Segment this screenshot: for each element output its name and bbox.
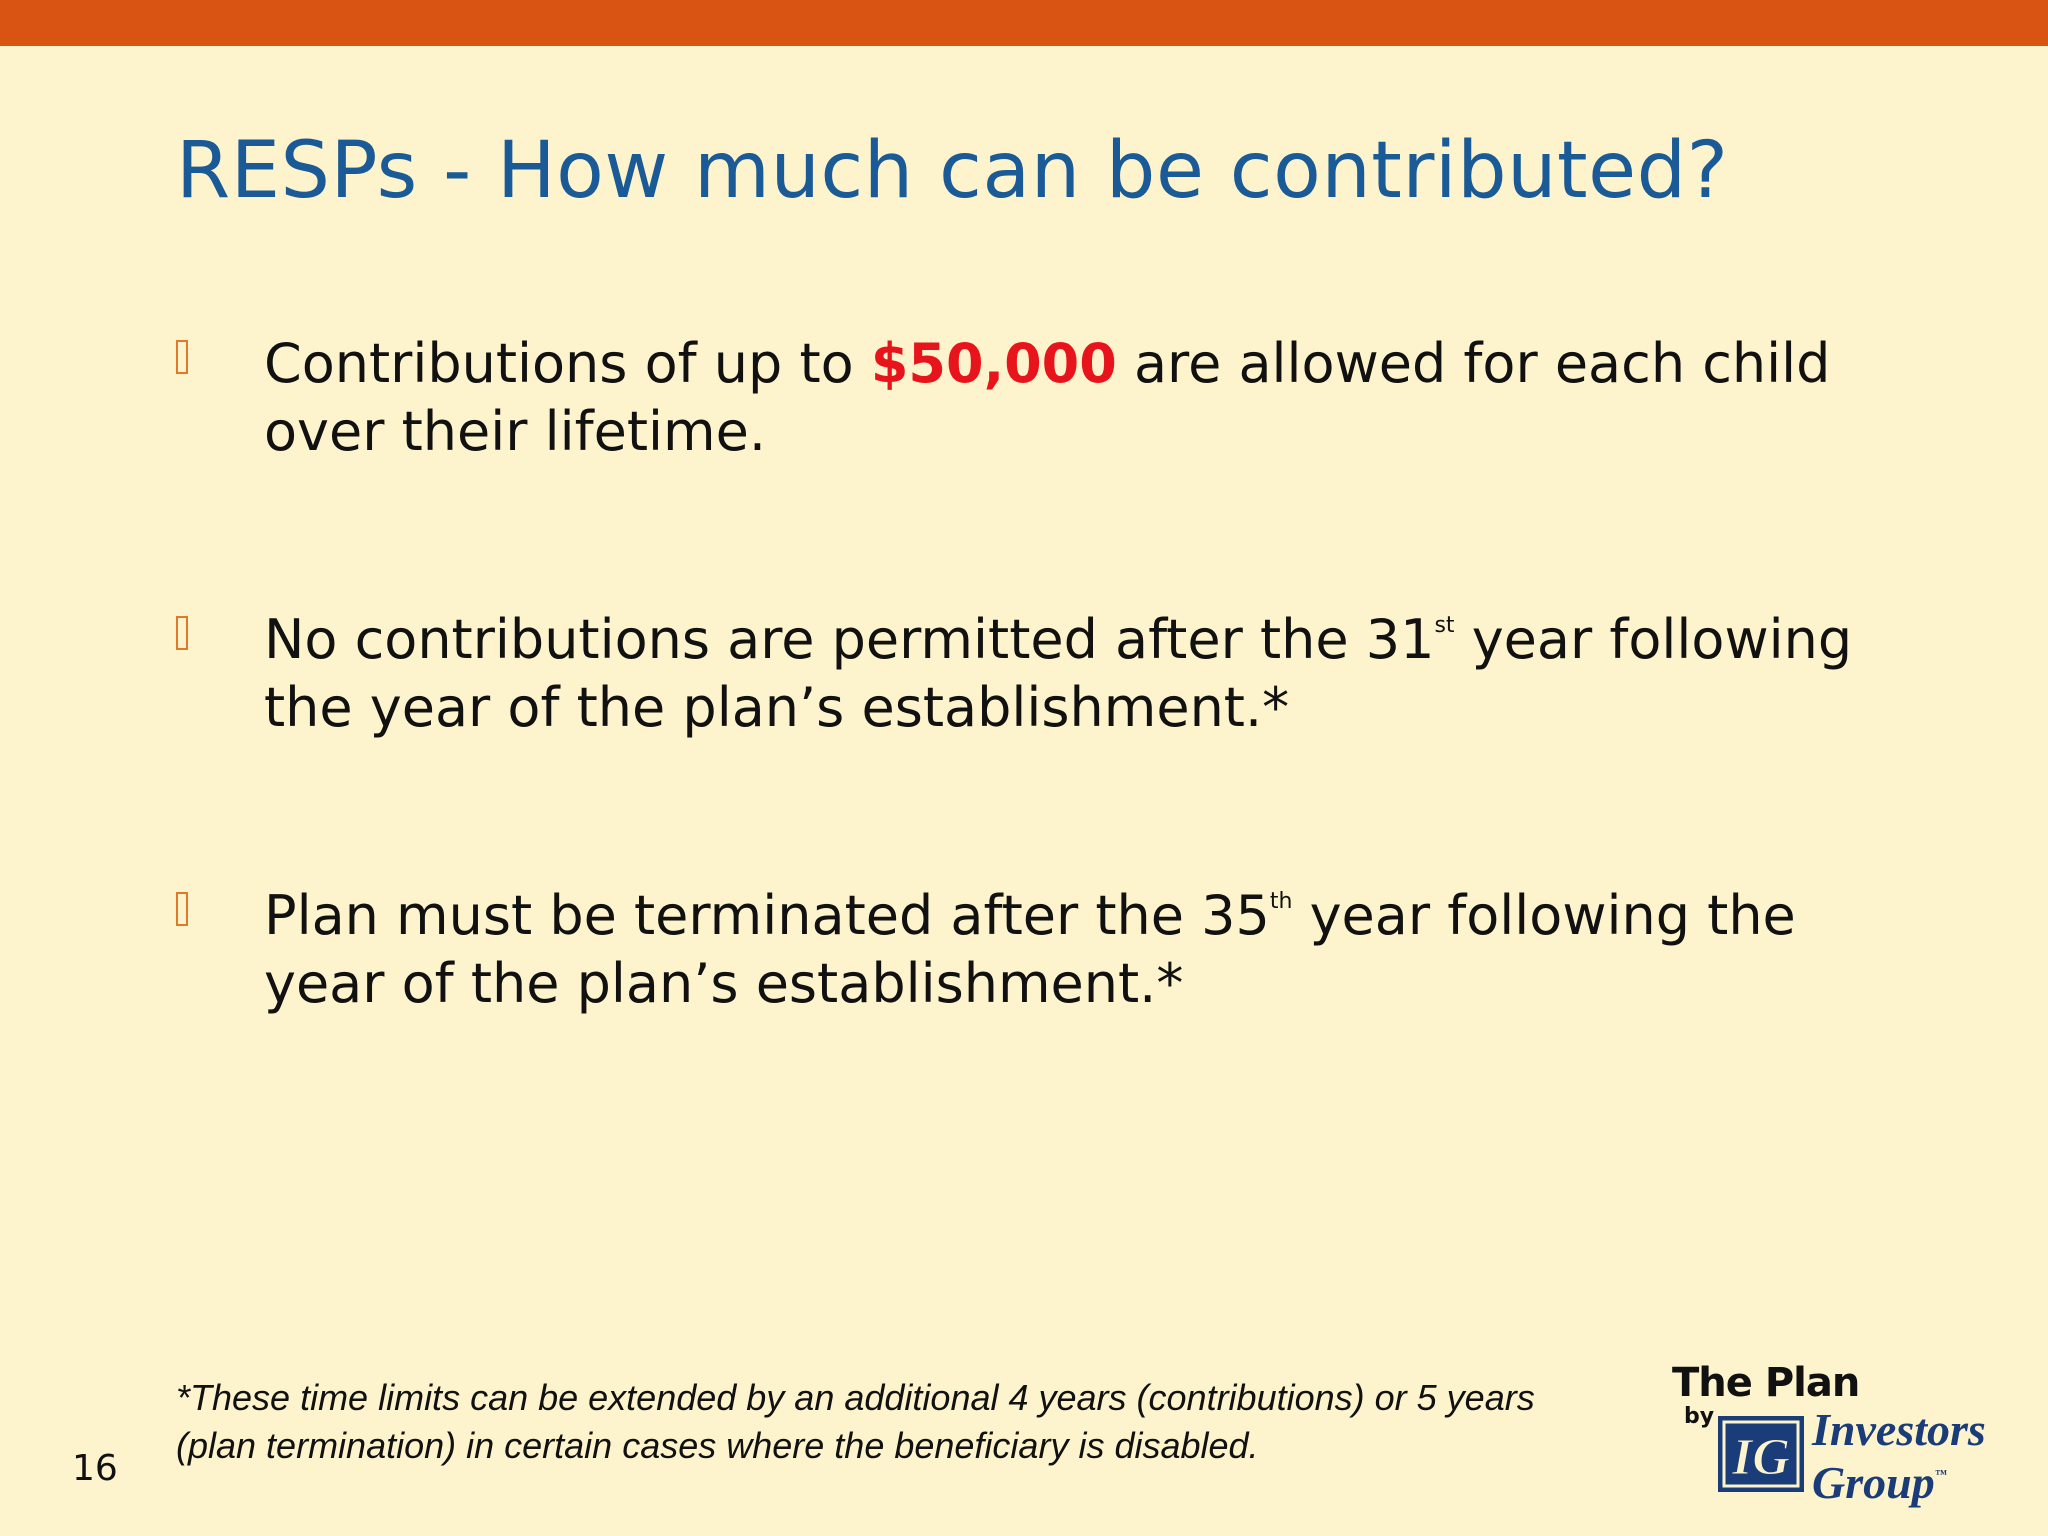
highlight-amount: $50,000: [870, 332, 1117, 395]
bullet-marker-icon: [176, 616, 188, 650]
logo-the-plan: The Plan: [1672, 1360, 1860, 1406]
page-number: 16: [72, 1448, 118, 1489]
logo-group: Group™: [1812, 1457, 1947, 1508]
ordinal-suffix: th: [1269, 889, 1293, 914]
bullet-text: Plan must be terminated after the 35th year following the year of the plan’s establishment.*: [264, 884, 1796, 1015]
slide-title: RESPs - How much can be contributed?: [176, 126, 1729, 216]
logo-badge-text: IG: [1732, 1429, 1790, 1486]
footnote: *These time limits can be extended by an additional 4 years (contributions) or 5 years (plan termination) in certain cases where the beneficiary is disabled.: [176, 1377, 1535, 1466]
logo-investors: Investors: [1812, 1404, 1986, 1455]
ordinal-suffix: st: [1434, 613, 1455, 638]
ig-badge-icon: [1710, 1414, 1806, 1494]
bullet-marker-icon: [176, 340, 188, 374]
bullet-text: No contributions are permitted after the 31st year following the year of the plan’s establishment.*: [264, 608, 1853, 739]
company-logo: [1668, 1360, 2028, 1510]
bullet-text: Contributions of up to $50,000 are allowed for each child over their lifetime.: [264, 332, 1831, 463]
logo-by: by: [1684, 1404, 1715, 1429]
bullet-marker-icon: [176, 892, 188, 926]
top-accent-bar: [0, 0, 2048, 46]
